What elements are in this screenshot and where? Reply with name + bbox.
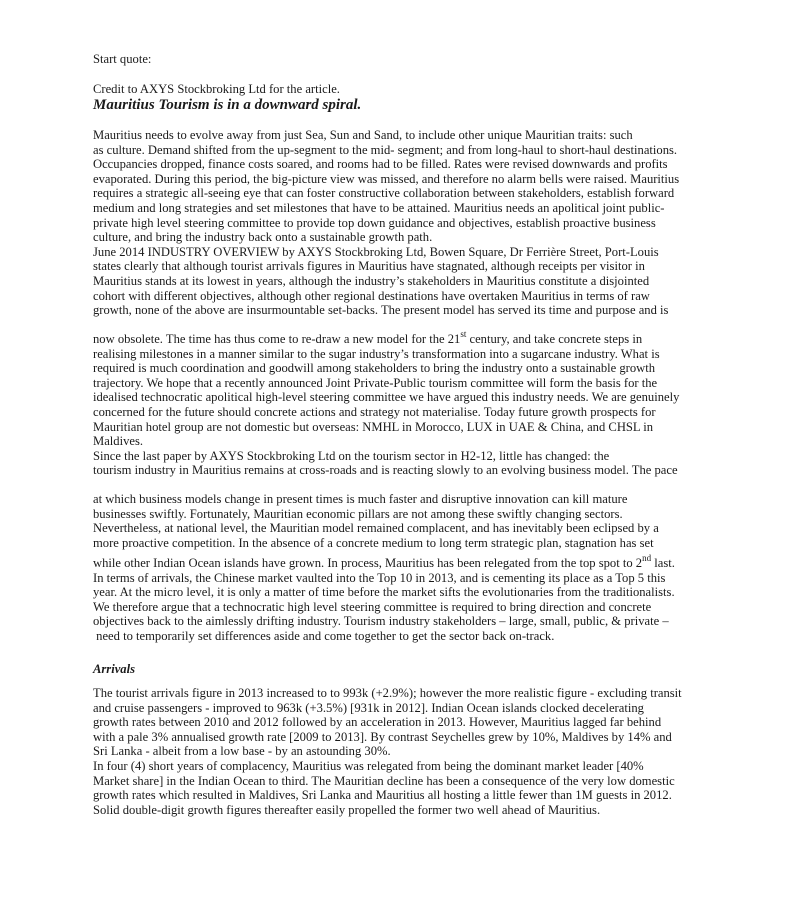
text-line: with a pale 3% annualised growth rate [2009 to 2013]. By contrast Seychelles grew by 10%, Maldives by 14% and (93, 729, 672, 744)
text-line: Solid double-digit growth figures thereafter easily propelled the former two well ahead of Mauritius. (93, 802, 601, 817)
text-line: concerned for the future should concrete actions and strategy not materialise. Today future growth prospects for (93, 404, 656, 419)
text-line: growth rates which resulted in Maldives, Sri Lanka and Mauritius all hosting a little fewer than 1M guests in 2012. (93, 788, 672, 803)
text-line: We therefore argue that a technocratic high level steering committee is required to bring direction and concrete (93, 599, 652, 614)
paragraph-relegation (93, 553, 723, 644)
text-run: century, and take concrete steps in (466, 332, 643, 346)
paragraph-overview (93, 329, 723, 478)
text-line: Mauritius stands at its lowest in years, although the industry’s stakeholders in Mauritius constitute a disjointed (93, 273, 650, 288)
text-run: last. (651, 556, 675, 570)
text-line: objectives back to the aimlessly drifting industry. Tourism industry stakeholders – large, small, public, & private – (93, 614, 669, 629)
text-line: as culture. Demand shifted from the up-segment to the mid- segment; and from long-haul to short-haul destinations. (93, 142, 678, 157)
start-quote-label: Start quote: (93, 52, 152, 66)
text-line: required is much coordination and goodwill among stakeholders to bring the industry onto a sustainable growth (93, 361, 656, 376)
text-line: June 2014 INDUSTRY OVERVIEW by AXYS Stockbroking Ltd, Bowen Square, Dr Ferrière Street, Port-Louis (93, 244, 659, 259)
text-line: realising milestones in a manner similar to the sugar industry’s transformation into a sugarcane industry. What is (93, 346, 660, 361)
article-title: Mauritius Tourism is in a downward spiral. (93, 97, 362, 113)
superscript: nd (642, 553, 652, 563)
text-line: growth, none of the above are insurmountable set-backs. The present model has served its time and purpose and is (93, 303, 669, 318)
text-line: In four (4) short years of complacency, Mauritius was relegated from being the dominant market leader [40% (93, 758, 644, 773)
paragraph-arrivals (93, 686, 723, 817)
text-line: need to temporarily set differences aside and come together to get the sector back on-track. (93, 628, 555, 643)
superscript: st (460, 329, 467, 339)
text-line: tourism industry in Mauritius remains at cross-roads and is reacting slowly to an evolving business model. The pace (93, 463, 678, 478)
text-run: now obsolete. The time has thus come to re-draw a new model for the 21 (93, 332, 461, 346)
text-line (93, 553, 723, 571)
text-line: private high level steering committee to provide top down guidance and objectives, establish proactive business (93, 215, 656, 230)
text-line: In terms of arrivals, the Chinese market vaulted into the Top 10 in 2013, and is cementing its place as a Top 5 this (93, 570, 666, 585)
text-line: Maldives. (93, 434, 144, 449)
text-line: Nevertheless, at national level, the Mauritian model remained complacent, and has inevitably been eclipsed by a (93, 521, 659, 536)
paragraph-intro (93, 128, 723, 318)
text-line (93, 329, 723, 347)
text-line: trajectory. We hope that a recently announced Joint Private-Public tourism committee will form the basis for the (93, 375, 658, 390)
text-line: The tourist arrivals figure in 2013 increased to to 993k (+2.9%); however the more realistic figure - excluding transit (93, 686, 682, 700)
text-line: Since the last paper by AXYS Stockbroking Ltd on the tourism sector in H2-12, little has changed: the (93, 448, 610, 463)
text-line: Occupancies dropped, finance costs soared, and rooms had to be filled. Rates were revised downwards and profits (93, 157, 668, 172)
text-line: businesses swiftly. Fortunately, Mauritian economic pillars are not among these swiftly changing sectors. (93, 506, 623, 521)
text-line: idealised technocratic apolitical high-level steering committee we have argued this industry needs. We are genuinely (93, 390, 680, 405)
paragraph-business-models (93, 492, 723, 550)
text-line: growth rates between 2010 and 2012 followed by an acceleration in 2013. However, Mauritius lagged far behind (93, 715, 662, 730)
text-line: culture, and bring the industry back onto a sustainable growth path. (93, 230, 433, 245)
credit-line: Credit to AXYS Stockbroking Ltd for the article. (93, 82, 340, 96)
text-line: Mauritian hotel group are not domestic but overseas: NMHL in Morocco, LUX in UAE & China, and CHSL in (93, 419, 654, 434)
text-line: cohort with different objectives, although other regional destinations have overtaken Mauritius in terms of raw (93, 288, 650, 303)
text-line: year. At the micro level, it is only a matter of time before the market sifts the evolutionaries from the traditionalists. (93, 585, 675, 600)
text-line: Mauritius needs to evolve away from just Sea, Sun and Sand, to include other unique Mauritian traits: such (93, 128, 633, 142)
text-run: while other Indian Ocean islands have grown. In process, Mauritius has been relegated from the top spot to 2 (93, 556, 643, 570)
text-line: Market share] in the Indian Ocean to third. The Mauritian decline has been a consequence of the very low domestic (93, 773, 675, 788)
text-line: Sri Lanka - albeit from a low base - by an astounding 30%. (93, 744, 391, 759)
text-line: requires a strategic all-seeing eye that can foster constructive collaboration between stakeholders, establish forward (93, 186, 675, 201)
text-line: more proactive competition. In the absence of a concrete medium to long term strategic plan, stagnation has set (93, 535, 654, 550)
text-line: evaporated. During this period, the big-picture view was missed, and therefore no alarm bells were raised. Mauritius (93, 171, 680, 186)
section-heading-arrivals: Arrivals (93, 662, 135, 676)
text-line: medium and long strategies and set milestones that have to be attained. Mauritius needs an apolitical joint public- (93, 200, 665, 215)
text-line: states clearly that although tourist arrivals figures in Mauritius have stagnated, although receipts per visitor in (93, 259, 645, 274)
text-line: and cruise passengers - improved to 963k (+3.5%) [931k in 2012]. Indian Ocean islands clocked decelerating (93, 700, 644, 715)
text-line: at which business models change in present times is much faster and disruptive innovation can kill mature (93, 492, 628, 506)
